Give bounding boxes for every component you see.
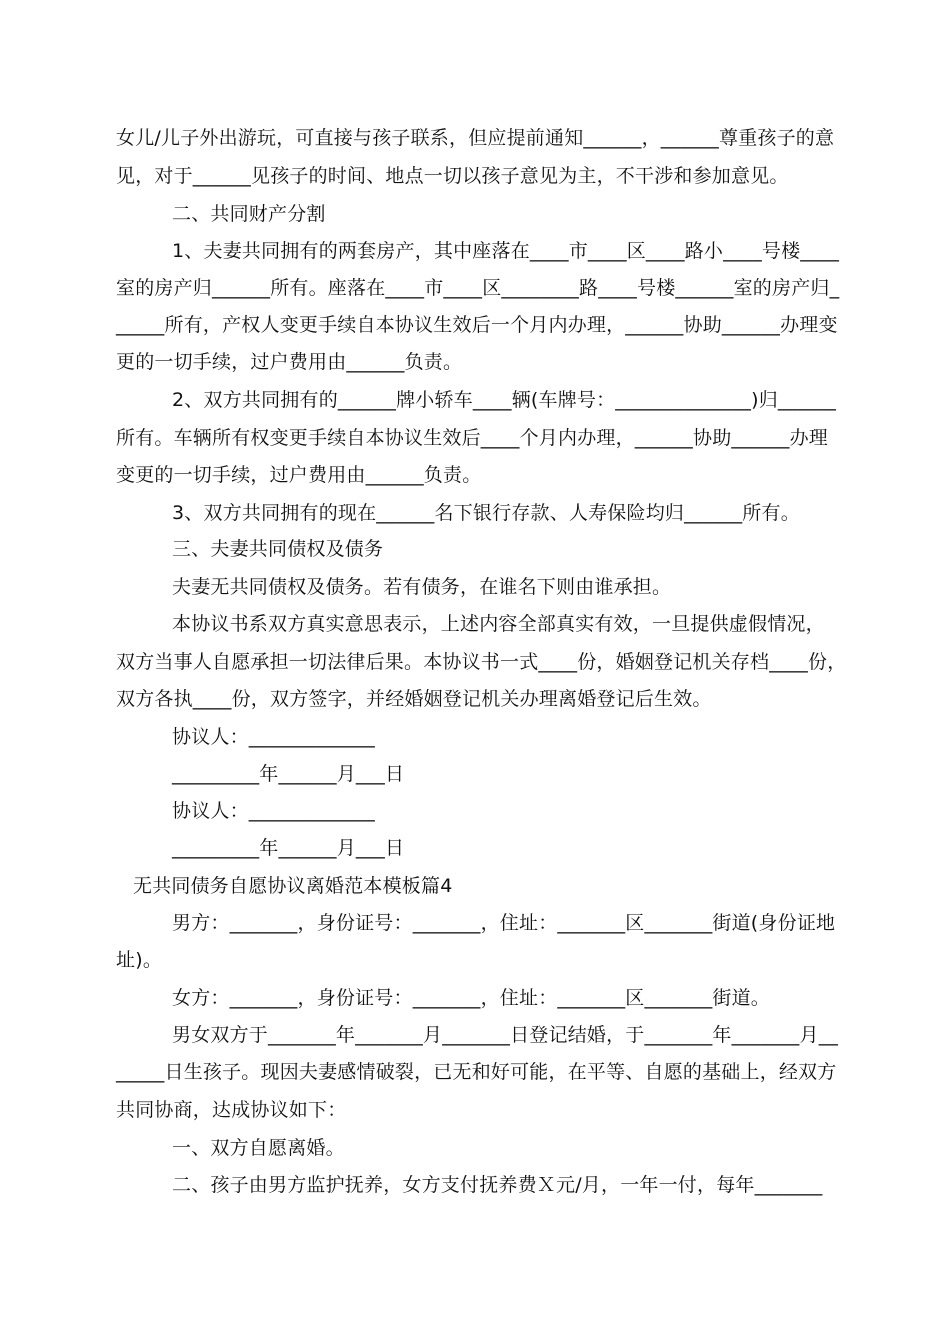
paragraph-line: 共同协商，达成协议如下： <box>116 1099 347 1121</box>
paragraph-line: 男女双方于_______年_______月_______日登记结婚，于_______年_______月__ <box>172 1024 839 1046</box>
signature-line: 协议人：_____________ <box>172 800 375 822</box>
document-title: 无共同债务自愿协议离婚范本模板篇4 <box>133 875 453 897</box>
paragraph-line: 变更的一切手续，过户费用由______负责。 <box>116 464 482 486</box>
paragraph-line: 男方：_______，身份证号：_______，住址：_______区_______街道(身份证地 <box>172 912 836 934</box>
paragraph-line: 更的一切手续，过户费用由______负责。 <box>116 351 463 373</box>
paragraph-line: 双方当事人自愿承担一切法律后果。本协议书一式____份，婚姻登记机关存档____份， <box>116 651 847 673</box>
section-heading: 二、共同财产分割 <box>172 203 326 225</box>
paragraph-line: 2、双方共同拥有的______牌小轿车____辆(车牌号：______________)归______ <box>172 389 837 411</box>
paragraph-line: _____日生孩子。现因夫妻感情破裂，已无和好可能，在平等、自愿的基础上，经双方 <box>116 1061 837 1083</box>
date-line: _________年______月___日 <box>172 763 405 785</box>
paragraph-line: 3、双方共同拥有的现在______名下银行存款、人寿保险均归______所有。 <box>172 502 800 524</box>
signature-line: 协议人：_____________ <box>172 726 375 748</box>
paragraph-line: 女儿/儿子外出游玩，可直接与孩子联系，但应提前通知______，______尊重孩子的意 <box>116 127 835 149</box>
paragraph-line: 女方：_______，身份证号：_______，住址：_______区_______街道。 <box>172 987 771 1009</box>
paragraph-line: 所有。车辆所有权变更手续自本协议生效后____个月内办理，______协助______办理 <box>116 427 829 449</box>
paragraph-line: 双方各执____份，双方签字，并经婚姻登记机关办理离婚登记后生效。 <box>116 688 712 710</box>
paragraph-line: _____所有，产权人变更手续自本协议生效后一个月内办理，______协助______办理变 <box>116 314 838 336</box>
paragraph-line: 1、夫妻共同拥有的两套房产，其中座落在____市____区____路小____号楼____ <box>172 240 840 262</box>
paragraph-line: 夫妻无共同债权及债务。若有债务，在谁名下则由谁承担。 <box>172 576 672 598</box>
paragraph-line: 二、孩子由男方监护抚养，女方支付抚养费Ｘ元/月，一年一付，每年_______ <box>172 1174 823 1196</box>
date-line: _________年______月___日 <box>172 837 405 859</box>
section-heading: 一、双方自愿离婚。 <box>172 1137 345 1159</box>
section-heading: 三、夫妻共同债权及债务 <box>172 538 384 560</box>
paragraph-line: 见，对于______见孩子的时间、地点一切以孩子意见为主，不干涉和参加意见。 <box>116 165 789 187</box>
paragraph-line: 址)。 <box>116 949 163 971</box>
paragraph-line: 室的房产归______所有。座落在____市____区________路____号楼______室的房产归_ <box>116 277 840 299</box>
paragraph-line: 本协议书系双方真实意思表示，上述内容全部真实有效，一旦提供虚假情况， <box>172 613 825 635</box>
